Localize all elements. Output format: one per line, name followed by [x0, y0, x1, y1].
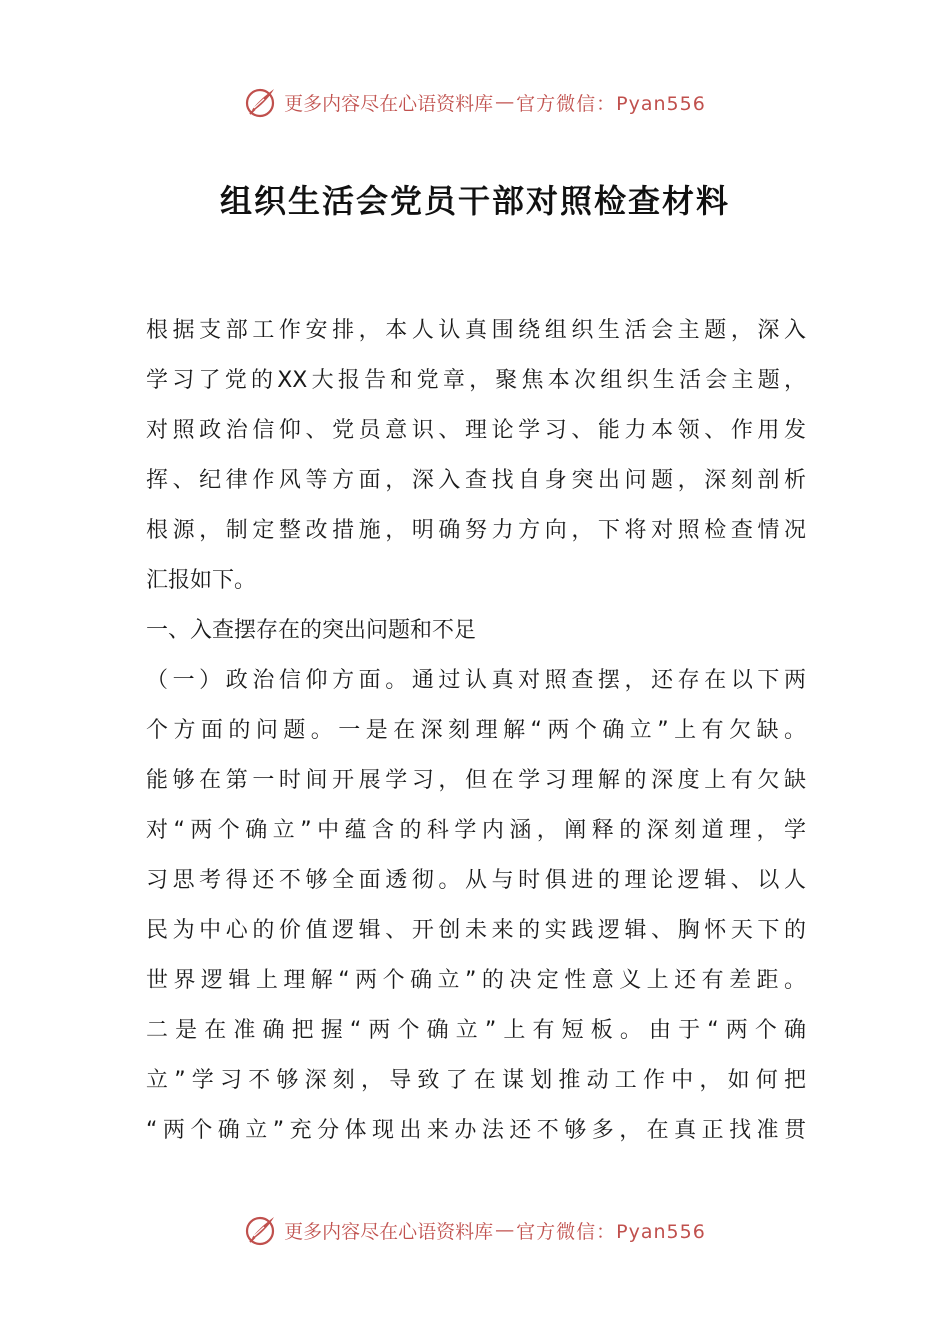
body-line: 个方面的问题。一是在深刻理解“两个确立”上有欠缺。	[146, 718, 806, 743]
watermark-brand-text: 更多内容尽在心语资料库	[284, 1220, 494, 1243]
body-line: （一）政治信仰方面。通过认真对照查摆，还存在以下两	[146, 668, 806, 693]
quill-logo-icon	[244, 1212, 280, 1248]
body-line: 挥、纪律作风等方面，深入查找自身突出问题，深刻剖析	[146, 468, 806, 493]
body-line: 对照政治信仰、党员意识、理论学习、能力本领、作用发	[146, 418, 806, 443]
document-title: 组织生活会党员干部对照检查材料	[219, 182, 730, 220]
document-body	[146, 306, 806, 1156]
section-heading: 一、入查摆存在的突出问题和不足	[146, 618, 477, 643]
watermark-separator: —	[495, 1219, 515, 1241]
watermark-brand-text: 更多内容尽在心语资料库	[284, 92, 494, 115]
body-line: 立”学习不够深刻，导致了在谋划推动工作中，如何把	[146, 1068, 806, 1093]
watermark-official-text: 官方微信：Pyan556	[516, 92, 706, 115]
header-watermark	[0, 82, 950, 122]
watermark-separator: —	[495, 91, 515, 113]
body-line: 汇报如下。	[146, 568, 257, 593]
watermark-official-text: 官方微信：Pyan556	[516, 1220, 706, 1243]
body-line: “两个确立”充分体现出来办法还不够多，在真正找准贯	[146, 1118, 806, 1143]
body-line: 能够在第一时间开展学习，但在学习理解的深度上有欠缺	[146, 768, 806, 793]
body-line: 民为中心的价值逻辑、开创未来的实践逻辑、胸怀天下的	[146, 918, 806, 943]
body-line: 对“两个确立”中蕴含的科学内涵，阐释的深刻道理，学	[146, 818, 806, 843]
quill-logo-icon	[244, 84, 280, 120]
body-line: 学习了党的XX大报告和党章，聚焦本次组织生活会主题，	[146, 368, 806, 393]
body-line: 世界逻辑上理解“两个确立”的决定性意义上还有差距。	[146, 968, 806, 993]
body-line: 根源，制定整改措施，明确努力方向，下将对照检查情况	[146, 518, 806, 543]
body-line: 习思考得还不够全面透彻。从与时俱进的理论逻辑、以人	[146, 868, 806, 893]
footer-watermark	[0, 1210, 950, 1250]
body-line: 根据支部工作安排，本人认真围绕组织生活会主题，深入	[146, 318, 806, 343]
body-line: 二是在准确把握“两个确立”上有短板。由于“两个确	[146, 1018, 806, 1043]
